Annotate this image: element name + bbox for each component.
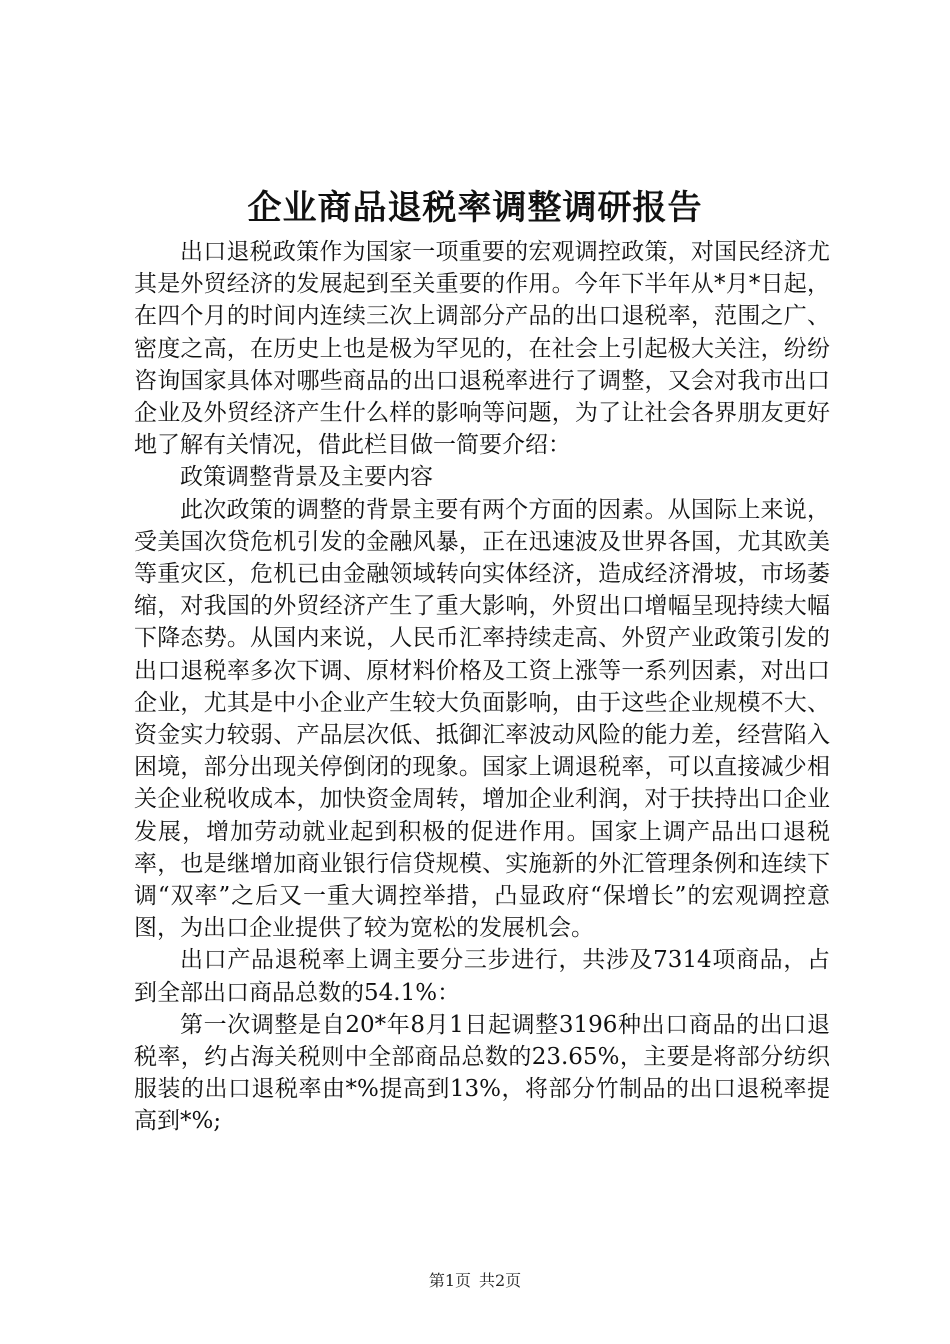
page-footer — [0, 1270, 950, 1292]
page-number: 第1页 — [428, 1271, 471, 1290]
paragraph-first-adjustment: 第一次调整是自20*年8月1日起调整3196种出口商品的出口退税率，约占海关税则中全部商品总数的23.65%，主要是将部分纺织服装的出口退税率由*%提高到13%，将部分竹制品的出口退税率提高到*%; — [134, 1011, 830, 1135]
paragraph-intro: 出口退税政策作为国家一项重要的宏观调控政策，对国民经济尤其是外贸经济的发展起到至关重要的作用。今年下半年从*月*日起，在四个月的时间内连续三次上调部分产品的出口退税率，范围之广、密度之高，在历史上也是极为罕见的，在社会上引起极大关注，纷纷咨询国家具体对哪些商品的出口退税率进行了调整，又会对我市出口企业及外贸经济产生什么样的影响等问题，为了让社会各界朋友更好地了解有关情况，借此栏目做一简要介绍： — [134, 239, 830, 459]
section-heading: 政策调整背景及主要内容 — [180, 464, 433, 491]
page-total: 共2页 — [479, 1271, 522, 1290]
paragraph-overview: 出口产品退税率上调主要分三步进行，共涉及7314项商品，占到全部出口商品总数的54.1%： — [134, 947, 830, 1006]
document-title: 企业商品退税率调整调研报告 — [247, 188, 703, 228]
paragraph-background: 此次政策的调整的背景主要有两个方面的因素。从国际上来说，受美国次贷危机引发的金融风暴，正在迅速波及世界各国，尤其欧美等重灾区，危机已由金融领域转向实体经济，造成经济滑坡，市场萎缩，对我国的外贸经济产生了重大影响，外贸出口增幅呈现持续大幅下降态势。从国内来说，人民币汇率持续走高、外贸产业政策引发的出口退税率多次下调、原材料价格及工资上涨等一系列因素，对出口企业，尤其是中小企业产生较大负面影响，由于这些企业规模不大、资金实力较弱、产品层次低、抵御汇率波动风险的能力差，经营陷入困境，部分出现关停倒闭的现象。国家上调退税率，可以直接减少相关企业税收成本，加快资金周转，增加企业利润，对于扶持出口企业发展，增加劳动就业起到积极的促进作用。国家上调产品出口退税率，也是继增加商业银行信贷规模、实施新的外汇管理条例和连续下调“双率”之后又一重大调控举措，凸显政府“保增长”的宏观调控意图，为出口企业提供了较为宽松的发展机会。 — [134, 496, 830, 942]
document-body — [134, 236, 830, 1138]
